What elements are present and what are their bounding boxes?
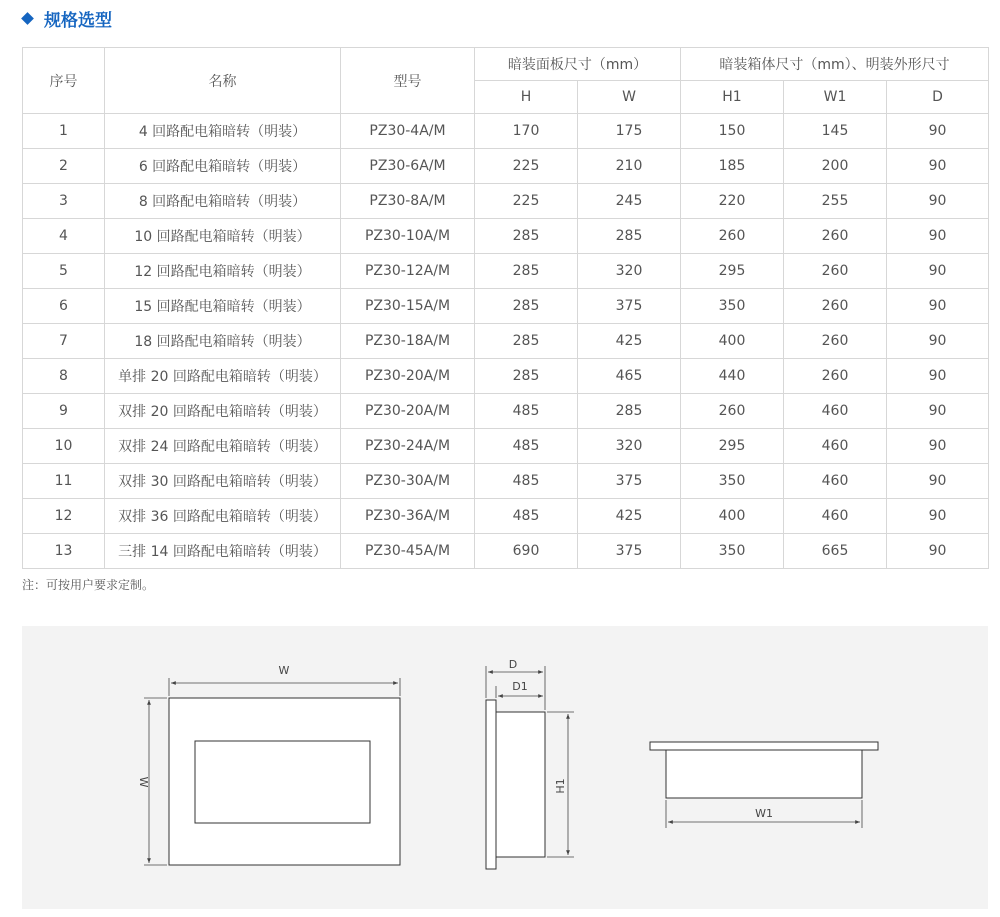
cell-model: PZ30-20A/M: [341, 394, 475, 429]
cell-d: 90: [887, 149, 989, 184]
cell-index: 6: [23, 289, 105, 324]
cell-h1: 185: [681, 149, 784, 184]
cell-d: 90: [887, 114, 989, 149]
cell-h1: 400: [681, 324, 784, 359]
side-depth-label: D: [508, 658, 518, 671]
cell-index: 1: [23, 114, 105, 149]
front-view-diagram: [137, 664, 400, 865]
table-row: [23, 184, 989, 219]
side-view-diagram: [486, 658, 574, 869]
cell-w1: 460: [784, 464, 887, 499]
cell-h1: 400: [681, 499, 784, 534]
cell-h: 225: [475, 149, 578, 184]
cell-w: 320: [578, 254, 681, 289]
cell-d: 90: [887, 324, 989, 359]
section-title: 规格选型: [44, 10, 112, 31]
cell-index: 4: [23, 219, 105, 254]
cell-index: 2: [23, 149, 105, 184]
header-w1: W1: [784, 81, 887, 114]
header-h1: H1: [681, 81, 784, 114]
cell-h: 285: [475, 359, 578, 394]
cell-name: 18 回路配电箱暗转（明装）: [105, 324, 341, 359]
table-row: [23, 429, 989, 464]
cell-h: 285: [475, 324, 578, 359]
cell-d: 90: [887, 429, 989, 464]
cell-w: 320: [578, 429, 681, 464]
cell-h1: 350: [681, 534, 784, 569]
header-panel-group: 暗装面板尺寸（mm）: [475, 48, 681, 81]
side-height-label: H1: [554, 778, 567, 794]
cell-w1: 460: [784, 394, 887, 429]
cell-model: PZ30-30A/M: [341, 464, 475, 499]
dimension-diagrams: [22, 626, 988, 909]
cell-w1: 200: [784, 149, 887, 184]
cell-d: 90: [887, 289, 989, 324]
cell-w: 375: [578, 534, 681, 569]
cell-model: PZ30-12A/M: [341, 254, 475, 289]
cell-h1: 440: [681, 359, 784, 394]
cell-name: 单排 20 回路配电箱暗转（明装）: [105, 359, 341, 394]
cell-model: PZ30-4A/M: [341, 114, 475, 149]
cell-index: 10: [23, 429, 105, 464]
cell-index: 8: [23, 359, 105, 394]
header-name: 名称: [105, 48, 341, 114]
front-width-label: W: [278, 664, 290, 677]
cell-w: 285: [578, 394, 681, 429]
section-header: [20, 5, 112, 31]
cell-d: 90: [887, 464, 989, 499]
cell-index: 5: [23, 254, 105, 289]
cell-w: 375: [578, 289, 681, 324]
cell-h: 485: [475, 464, 578, 499]
cell-name: 12 回路配电箱暗转（明装）: [105, 254, 341, 289]
table-row: [23, 464, 989, 499]
cell-h: 170: [475, 114, 578, 149]
top-view-diagram: [650, 742, 878, 828]
cell-d: 90: [887, 219, 989, 254]
table-row: [23, 534, 989, 569]
cell-h: 690: [475, 534, 578, 569]
cell-h: 485: [475, 499, 578, 534]
cell-w1: 145: [784, 114, 887, 149]
cell-name: 双排 20 回路配电箱暗转（明装）: [105, 394, 341, 429]
cell-w1: 260: [784, 289, 887, 324]
side-flange-outline: [486, 700, 496, 869]
cell-model: PZ30-36A/M: [341, 499, 475, 534]
cell-h: 225: [475, 184, 578, 219]
table-row: [23, 219, 989, 254]
cell-model: PZ30-15A/M: [341, 289, 475, 324]
header-index: 序号: [23, 48, 105, 114]
cell-d: 90: [887, 254, 989, 289]
header-w: W: [578, 81, 681, 114]
top-box-outline: [666, 750, 862, 798]
cell-w1: 460: [784, 429, 887, 464]
cell-h1: 350: [681, 464, 784, 499]
cell-model: PZ30-24A/M: [341, 429, 475, 464]
table-row: [23, 114, 989, 149]
spec-table: [22, 47, 989, 569]
cell-w: 285: [578, 219, 681, 254]
cell-w: 175: [578, 114, 681, 149]
cell-h1: 350: [681, 289, 784, 324]
cell-w: 375: [578, 464, 681, 499]
cell-name: 10 回路配电箱暗转（明装）: [105, 219, 341, 254]
cell-name: 15 回路配电箱暗转（明装）: [105, 289, 341, 324]
cell-name: 双排 24 回路配电箱暗转（明装）: [105, 429, 341, 464]
cell-w1: 255: [784, 184, 887, 219]
cell-h: 285: [475, 289, 578, 324]
cell-w: 245: [578, 184, 681, 219]
table-row: [23, 499, 989, 534]
side-depth1-label: D1: [512, 680, 528, 693]
cell-w1: 260: [784, 219, 887, 254]
cell-d: 90: [887, 359, 989, 394]
cell-index: 3: [23, 184, 105, 219]
cell-index: 7: [23, 324, 105, 359]
cell-d: 90: [887, 184, 989, 219]
side-box-outline: [496, 712, 545, 857]
table-row: [23, 254, 989, 289]
front-window-outline: [195, 741, 370, 823]
cell-w: 210: [578, 149, 681, 184]
cell-w: 465: [578, 359, 681, 394]
cell-w1: 665: [784, 534, 887, 569]
table-row: [23, 149, 989, 184]
cell-w1: 260: [784, 324, 887, 359]
diamond-bullet-icon: [21, 12, 34, 25]
header-h: H: [475, 81, 578, 114]
cell-h1: 260: [681, 219, 784, 254]
cell-model: PZ30-18A/M: [341, 324, 475, 359]
table-row: [23, 289, 989, 324]
cell-index: 12: [23, 499, 105, 534]
cell-h1: 220: [681, 184, 784, 219]
cell-w1: 260: [784, 359, 887, 394]
cell-name: 双排 36 回路配电箱暗转（明装）: [105, 499, 341, 534]
cell-name: 4 回路配电箱暗转（明装）: [105, 114, 341, 149]
cell-name: 三排 14 回路配电箱暗转（明装）: [105, 534, 341, 569]
cell-d: 90: [887, 499, 989, 534]
cell-h: 485: [475, 394, 578, 429]
cell-h1: 295: [681, 429, 784, 464]
cell-w: 425: [578, 324, 681, 359]
header-box-group: 暗装箱体尺寸（mm）、明装外形尺寸: [681, 48, 989, 81]
table-row: [23, 359, 989, 394]
cell-model: PZ30-45A/M: [341, 534, 475, 569]
cell-h: 285: [475, 219, 578, 254]
cell-d: 90: [887, 394, 989, 429]
cell-name: 8 回路配电箱暗转（明装）: [105, 184, 341, 219]
cell-model: PZ30-6A/M: [341, 149, 475, 184]
cell-h: 485: [475, 429, 578, 464]
header-d: D: [887, 81, 989, 114]
cell-h1: 295: [681, 254, 784, 289]
front-height-label: W: [137, 776, 150, 788]
header-model: 型号: [341, 48, 475, 114]
cell-h1: 260: [681, 394, 784, 429]
cell-index: 13: [23, 534, 105, 569]
cell-w: 425: [578, 499, 681, 534]
cell-d: 90: [887, 534, 989, 569]
table-row: [23, 324, 989, 359]
top-flange-outline: [650, 742, 878, 750]
cell-name: 6 回路配电箱暗转（明装）: [105, 149, 341, 184]
dimension-diagram-panel: [22, 626, 988, 909]
cell-model: PZ30-8A/M: [341, 184, 475, 219]
cell-w1: 260: [784, 254, 887, 289]
table-row: [23, 394, 989, 429]
cell-w1: 460: [784, 499, 887, 534]
cell-h: 285: [475, 254, 578, 289]
top-width-label: W1: [755, 807, 773, 820]
cell-model: PZ30-20A/M: [341, 359, 475, 394]
note-text: 注：可按用户要求定制。: [22, 578, 155, 592]
cell-h1: 150: [681, 114, 784, 149]
cell-index: 9: [23, 394, 105, 429]
cell-index: 11: [23, 464, 105, 499]
cell-model: PZ30-10A/M: [341, 219, 475, 254]
cell-name: 双排 30 回路配电箱暗转（明装）: [105, 464, 341, 499]
